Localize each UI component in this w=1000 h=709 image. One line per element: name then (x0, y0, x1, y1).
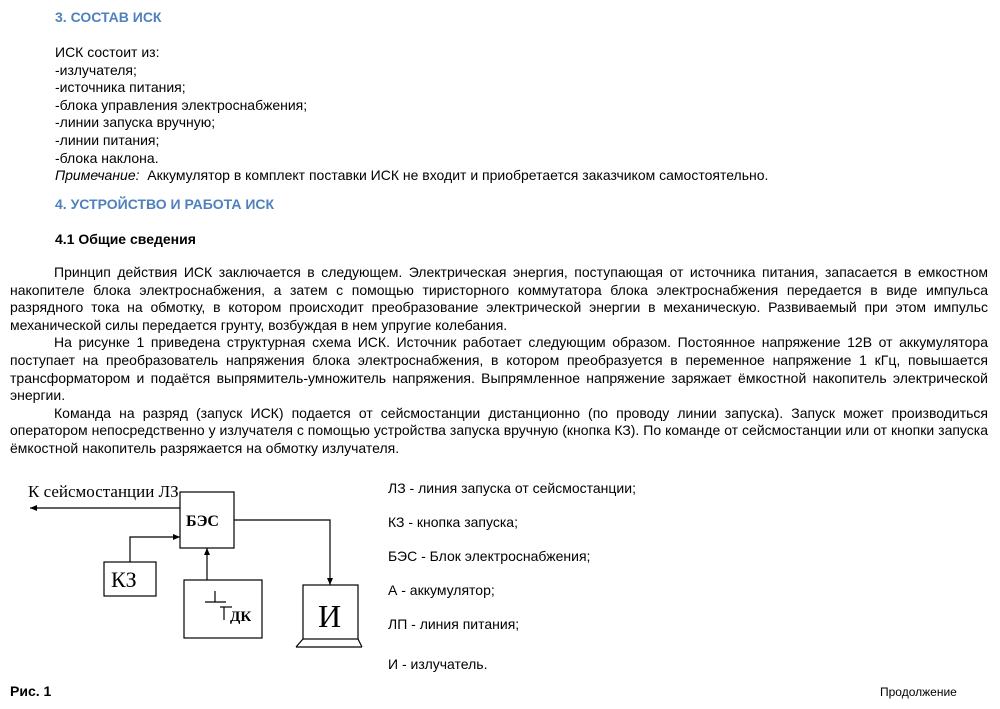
list-item: -блока наклона. (55, 149, 159, 166)
body-text (10, 264, 988, 458)
emitter-base-edge (296, 639, 303, 647)
kz-connection (130, 537, 180, 562)
power-supply-label: БЭС (186, 513, 219, 530)
note-label: Примечание: (55, 167, 140, 184)
list-item: -линии запуска вручную; (55, 114, 216, 131)
subsection-heading: 4.1 Общие сведения (55, 231, 196, 247)
paragraph: На рисунке 1 приведена структурная схема ИСК. Источник работает следующим образом. Постоянное напряжение 12В от аккумулятора поступает на преобразователь напряжения блока электроснабжения, в котором преобразуется в переменное напряжение 1 кГц, повышается трансформатором и подаётся выпрямитель-умножитель напряжения. Выпрямленное напряжение заряжает ёмкостной накопитель электрической энергии. (10, 334, 988, 404)
figure-caption: Рис. 1 (10, 683, 52, 699)
legend-item: КЗ - кнопка запуска; (388, 514, 518, 530)
structural-diagram (0, 470, 380, 660)
paragraph: Принцип действия ИСК заключается в следующем. Электрическая энергия, поступающая от источника питания, запасается в емкостном накопителе блока электроснабжения, а затем с помощью тиристорного коммутатора блока электроснабжения передается в виде импульса разрядного тока на обмотку, в котором происходит преобразование электрической энергии в механическую. Развиваемый при этом импульс механической силы передается грунту, возбуждая в нем упругие колебания. (10, 264, 988, 333)
list-item: -источника питания; (55, 79, 186, 96)
note (55, 167, 768, 185)
emitter-base-edge (358, 639, 362, 647)
launch-line-label: К сейсмостанции ЛЗ (28, 482, 179, 501)
launch-button-label: КЗ (111, 567, 137, 592)
note-text: Аккумулятор в комплект поставки ИСК не входит и приобретается заказчиком самостоятельно. (147, 167, 769, 184)
section-4-heading: 4. УСТРОЙСТВО И РАБОТА ИСК (55, 196, 275, 212)
composition-intro: ИСК состоит из: (55, 44, 160, 60)
list-item: -излучателя; (55, 61, 137, 78)
section-3-heading: 3. СОСТАВ ИСК (55, 9, 162, 25)
continuation-label: Продолжение (880, 685, 957, 699)
legend-item: БЭС - Блок электроснабжения; (388, 548, 591, 564)
battery-label: ДК (230, 609, 252, 625)
paragraph: Команда на разряд (запуск ИСК) подается от сейсмостанции дистанционно (по проводу линии запуска). Запуск может производиться оператором непосредственно у излучателя с помощью устройства запуска вручную (кнопка КЗ). По команде от сейсмостанции или от кнопки запуска ёмкостной накопитель разряжается на обмотку излучателя. (10, 404, 988, 456)
emitter-connection (234, 520, 330, 585)
legend-item: А - аккумулятор; (388, 582, 495, 598)
legend-item: ЛП - линия питания; (388, 616, 520, 632)
emitter-label: И (318, 598, 342, 634)
legend-item: И - излучатель. (388, 656, 488, 672)
list-item: -блока управления электроснабжения; (55, 96, 308, 113)
list-item: -линии питания; (55, 131, 160, 148)
composition-list (55, 44, 768, 185)
legend-item: ЛЗ - линия запуска от сейсмостанции; (388, 480, 636, 496)
